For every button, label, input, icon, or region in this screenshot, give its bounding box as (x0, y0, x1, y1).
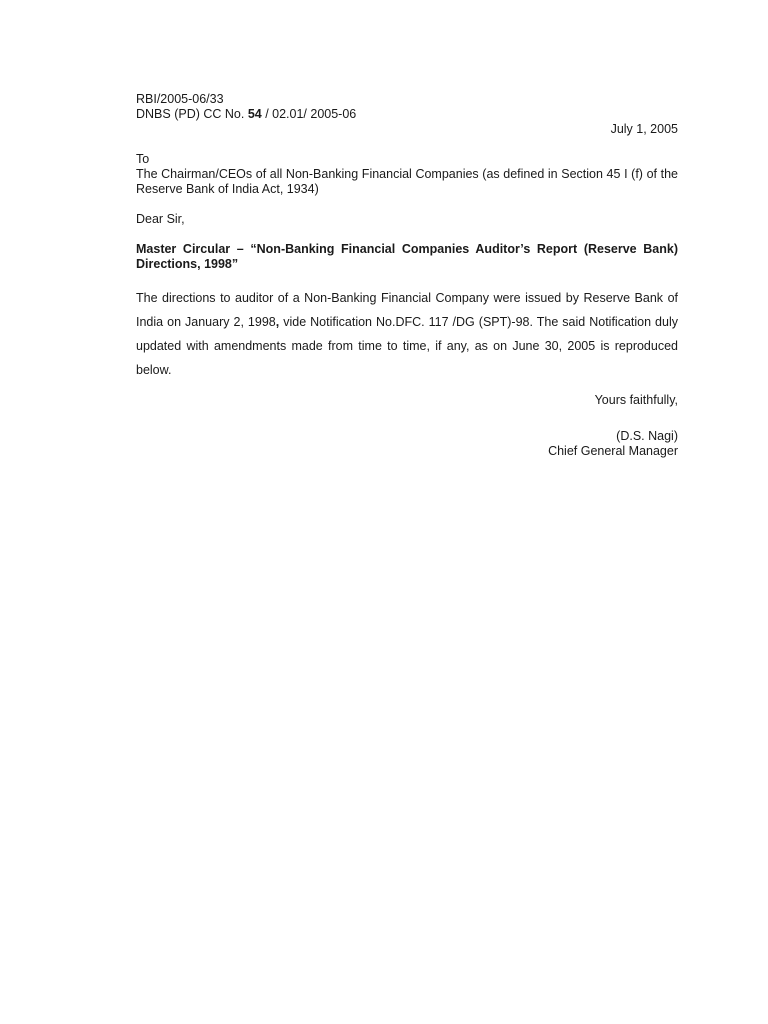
salutation: Dear Sir, (136, 212, 185, 226)
signatory-title: Chief General Manager (548, 444, 678, 458)
body-text-part2: vide Notification No.DFC. 117 /DG (SPT)-98. The said Notification duly updated with amendments made from time to time, if any, as on June 30, 2005 is reproduced below. (136, 315, 678, 377)
reference-block (136, 92, 678, 122)
addressee-to: To (136, 152, 150, 166)
department-reference (136, 107, 678, 122)
signatory-name: (D.S. Nagi) (616, 429, 678, 443)
subject-line: Master Circular – “Non-Banking Financial Companies Auditor’s Report (Reserve Bank) Directions, 1998” (136, 242, 678, 271)
document-page (136, 0, 678, 1024)
department-reference-suffix: / 02.01/ 2005-06 (261, 107, 357, 121)
body-bold-comma: , (275, 315, 280, 329)
circular-reference: RBI/2005-06/33 (136, 92, 224, 106)
addressee-text: The Chairman/CEOs of all Non-Banking Financial Companies (as defined in Section 45 I (f) of the Reserve Bank of India Act, 1934) (136, 167, 678, 196)
closing: Yours faithfully, (594, 393, 678, 407)
body-paragraph (136, 286, 678, 382)
body-text-part1: The directions to auditor of a Non-Banking Financial Company were issued by Reserve Bank of India on January 2, 1998 (136, 291, 678, 329)
letter-date: July 1, 2005 (610, 122, 678, 136)
department-reference-prefix: DNBS (PD) CC No. (136, 107, 248, 121)
addressee-block (136, 152, 678, 197)
circular-number: 54 (247, 107, 262, 121)
